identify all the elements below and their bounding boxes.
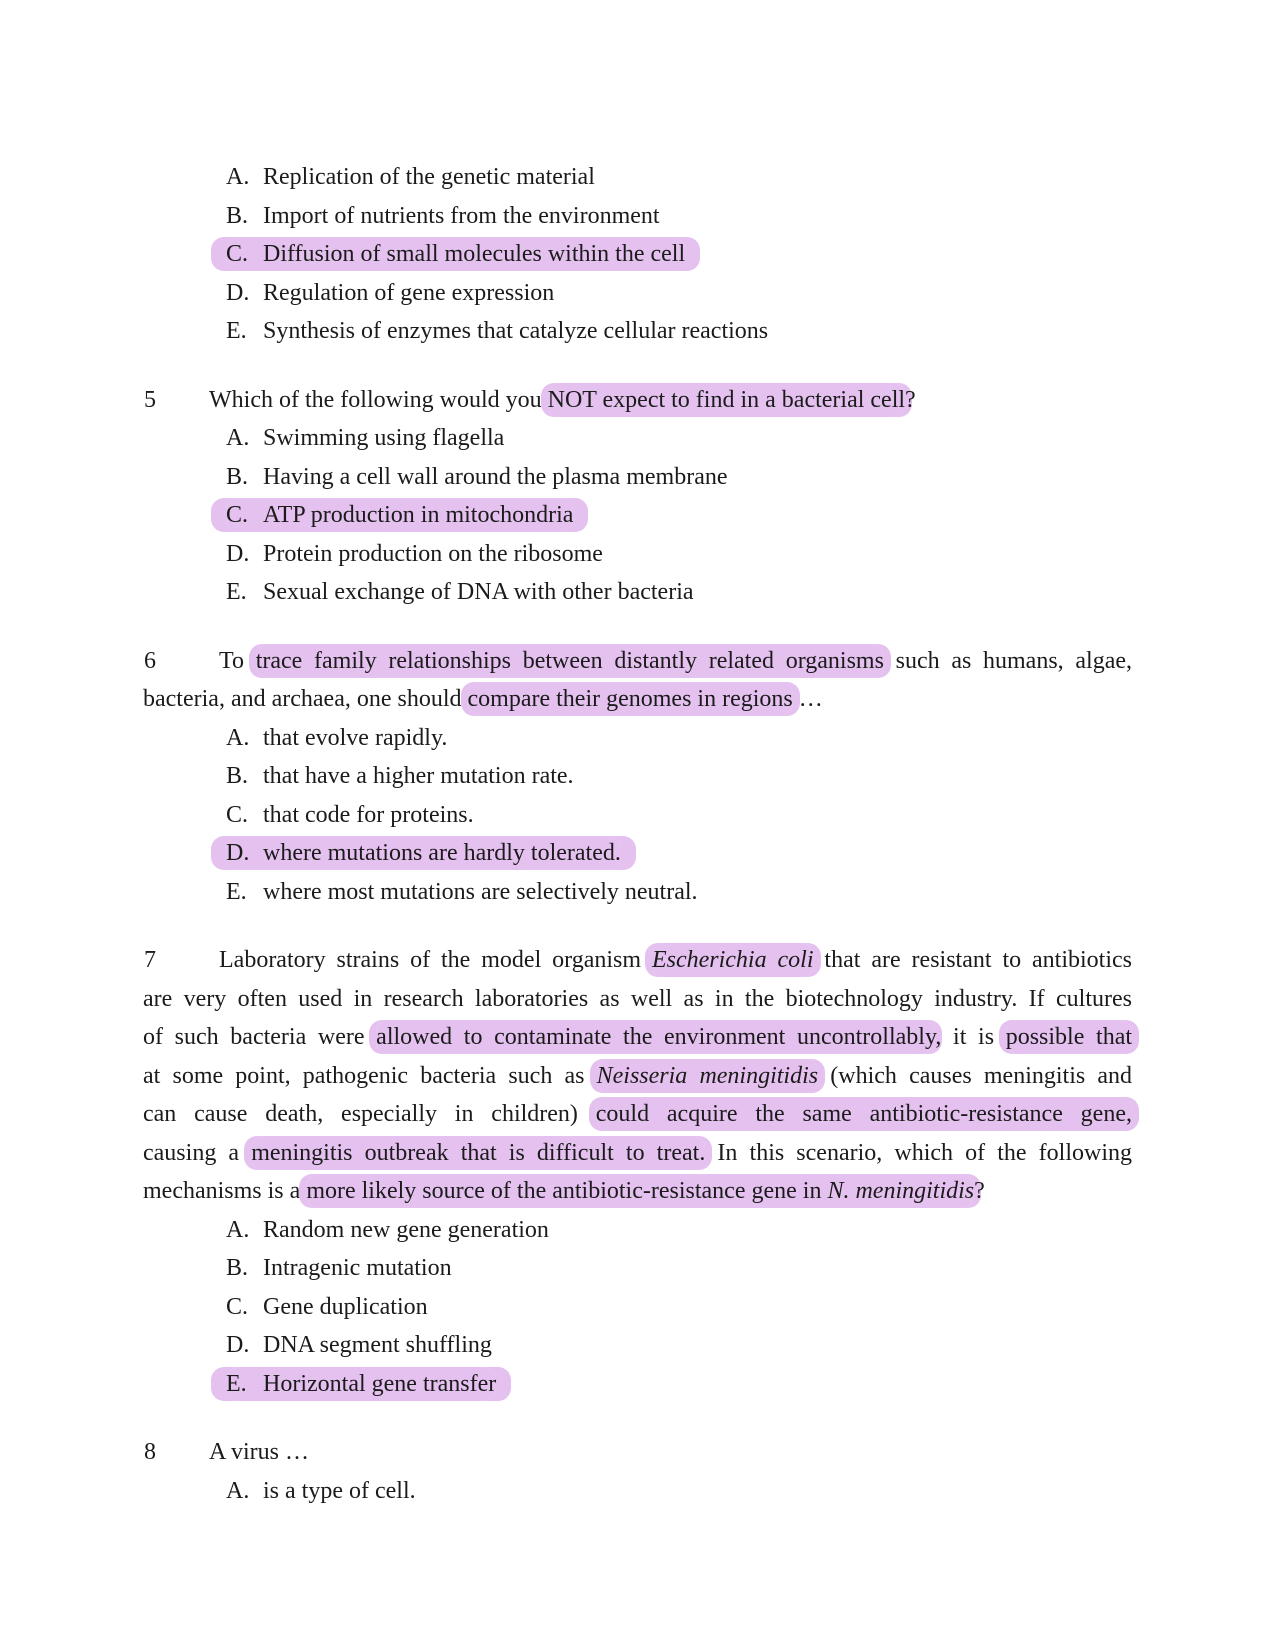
stem-text: In this scenario, which of the following: [705, 1139, 1132, 1166]
option-row: [143, 1249, 1132, 1288]
option-text: that have a higher mutation rate.: [263, 763, 574, 789]
option-row-highlighted: [143, 496, 1132, 535]
question-7-stem-line-1: [143, 941, 1132, 980]
question-7-stem-line-4: [143, 1057, 1132, 1096]
highlighted-text: compare their genomes in regions: [468, 682, 793, 716]
option-row-highlighted: [143, 834, 1132, 873]
stem-text: are very often used in research laboratories as well as in the biotechnology industry. If cultures: [143, 985, 1132, 1012]
stem-text: …: [792, 686, 823, 712]
question-number: 5: [144, 386, 156, 413]
option-text: where mutations are hardly tolerated.: [263, 840, 621, 866]
question-8-stem: [143, 1433, 1132, 1472]
option-row: [143, 1326, 1132, 1365]
stem-text: that are resistant to antibiotics: [813, 947, 1133, 973]
highlighted-option: [226, 498, 573, 532]
question-7-stem-line-7: [143, 1172, 1132, 1211]
option-text: Regulation of gene expression: [263, 279, 555, 306]
option-row: [143, 197, 1132, 236]
question-5-stem: [143, 381, 1132, 420]
highlighted-species-name: Neisseria meningitidis: [597, 1059, 819, 1093]
question-number: 8: [144, 1439, 156, 1465]
option-letter: E.: [226, 579, 247, 605]
option-letter: A.: [226, 724, 250, 751]
option-text: Gene duplication: [263, 1293, 428, 1320]
stem-text: bacteria, and archaea, one should: [143, 686, 468, 712]
highlighted-text: allowed to contaminate the environment uncontrollably: [376, 1020, 935, 1054]
highlighted-option: [226, 836, 621, 870]
option-row: [143, 274, 1132, 313]
option-letter: A.: [226, 164, 250, 190]
stem-text: Which of the following would you: [209, 386, 548, 413]
option-row: [143, 158, 1132, 197]
question-7-stem-line-6: [143, 1134, 1132, 1173]
highlighted-option: [226, 1367, 496, 1401]
option-letter: E.: [226, 878, 247, 905]
option-row: [143, 719, 1132, 758]
highlighted-species-name: N. meningitidis: [827, 1178, 975, 1204]
option-letter: A.: [226, 425, 250, 451]
option-row: [143, 1288, 1132, 1327]
option-text: that evolve rapidly.: [263, 724, 448, 751]
highlighted-species-name: Escherichia coli: [652, 943, 814, 977]
option-row-highlighted: [143, 1365, 1132, 1404]
highlighted-text: meningitis outbreak that is difficult to treat.: [251, 1136, 705, 1170]
option-text: Replication of the genetic material: [263, 164, 595, 190]
question-6: [143, 642, 1132, 912]
option-text: Sexual exchange of DNA with other bacteria: [263, 579, 694, 605]
option-text: Swimming using flagella: [263, 425, 505, 451]
stem-text: mechanisms is a: [143, 1178, 307, 1204]
option-row: [143, 796, 1132, 835]
option-text: Diffusion of small molecules within the cell: [263, 241, 686, 267]
stem-text: causing a: [143, 1139, 252, 1166]
option-text: Having a cell wall around the plasma membrane: [263, 463, 728, 490]
stem-text: To: [219, 647, 256, 674]
stem-text: can cause death, especially in children): [143, 1101, 596, 1127]
option-row: [143, 873, 1132, 912]
question-8: [143, 1433, 1132, 1510]
option-letter: C.: [226, 502, 249, 528]
option-row: [143, 535, 1132, 574]
highlighted-text: could acquire the same antibiotic-resistance gene,: [596, 1097, 1132, 1131]
option-letter: D.: [226, 279, 250, 306]
option-text: where most mutations are selectively neutral.: [263, 878, 698, 905]
option-letter: B.: [226, 463, 249, 490]
option-letter: D.: [226, 1332, 250, 1358]
option-row-highlighted: [143, 235, 1132, 274]
option-row: [143, 1211, 1132, 1250]
question-7-stem-line-2: [143, 980, 1132, 1019]
option-text: Synthesis of enzymes that catalyze cellular reactions: [263, 318, 769, 344]
stem-text: Laboratory strains of the model organism: [219, 947, 652, 973]
option-text: Intragenic mutation: [263, 1255, 452, 1281]
option-letter: C.: [226, 801, 249, 828]
page-content: [143, 158, 1132, 1510]
question-7-stem-line-5: [143, 1095, 1132, 1134]
highlighted-text: possible that: [1006, 1020, 1132, 1054]
option-row: [143, 312, 1132, 351]
option-text: Random new gene generation: [263, 1216, 549, 1243]
question-5: [143, 381, 1132, 612]
option-letter: E.: [226, 1370, 247, 1397]
option-letter: E.: [226, 318, 247, 344]
highlighted-text: [306, 1174, 974, 1208]
highlighted-option: [226, 237, 685, 271]
stem-text: ?: [905, 386, 916, 413]
option-letter: A.: [226, 1216, 250, 1243]
option-letter: B.: [226, 763, 249, 789]
stem-text: such as humans, algae,: [883, 647, 1133, 674]
question-4-options: [143, 158, 1132, 351]
stem-text: (which causes meningitis and: [818, 1062, 1133, 1089]
option-letter: C.: [226, 1293, 249, 1320]
stem-text: ?: [974, 1178, 985, 1204]
option-row: [143, 458, 1132, 497]
question-6-stem-line-2: [143, 680, 1132, 719]
option-letter: C.: [226, 241, 249, 267]
stem-text: , it is: [935, 1024, 1006, 1050]
option-letter: D.: [226, 840, 250, 866]
highlighted-text: trace family relationships between distantly related organisms: [256, 644, 884, 678]
option-letter: A.: [226, 1477, 250, 1504]
option-text: Horizontal gene transfer: [263, 1370, 497, 1397]
stem-text: A virus …: [209, 1439, 310, 1465]
stem-text: of such bacteria were: [143, 1024, 377, 1050]
question-7: [143, 941, 1132, 1403]
option-text: DNA segment shuffling: [263, 1332, 492, 1358]
question-7-stem-line-3: [143, 1018, 1132, 1057]
option-row: [143, 573, 1132, 612]
question-number: 6: [144, 647, 156, 674]
highlighted-text: NOT expect to find in a bacterial cell: [548, 383, 905, 417]
option-text: Protein production on the ribosome: [263, 540, 603, 567]
option-row: [143, 757, 1132, 796]
option-text: ATP production in mitochondria: [263, 502, 574, 528]
option-text: that code for proteins.: [263, 801, 474, 828]
option-row: [143, 419, 1132, 458]
highlighted-text-normal: more likely source of the antibiotic-resistance gene in: [306, 1178, 828, 1204]
option-row: [143, 1472, 1132, 1511]
stem-text: at some point, pathogenic bacteria such as: [143, 1062, 597, 1089]
question-6-stem-line-1: [143, 642, 1132, 681]
option-text: is a type of cell.: [263, 1477, 416, 1504]
option-letter: D.: [226, 540, 250, 567]
option-letter: B.: [226, 1255, 249, 1281]
option-text: Import of nutrients from the environment: [263, 202, 660, 229]
option-letter: B.: [226, 202, 249, 229]
question-number: 7: [144, 947, 156, 973]
